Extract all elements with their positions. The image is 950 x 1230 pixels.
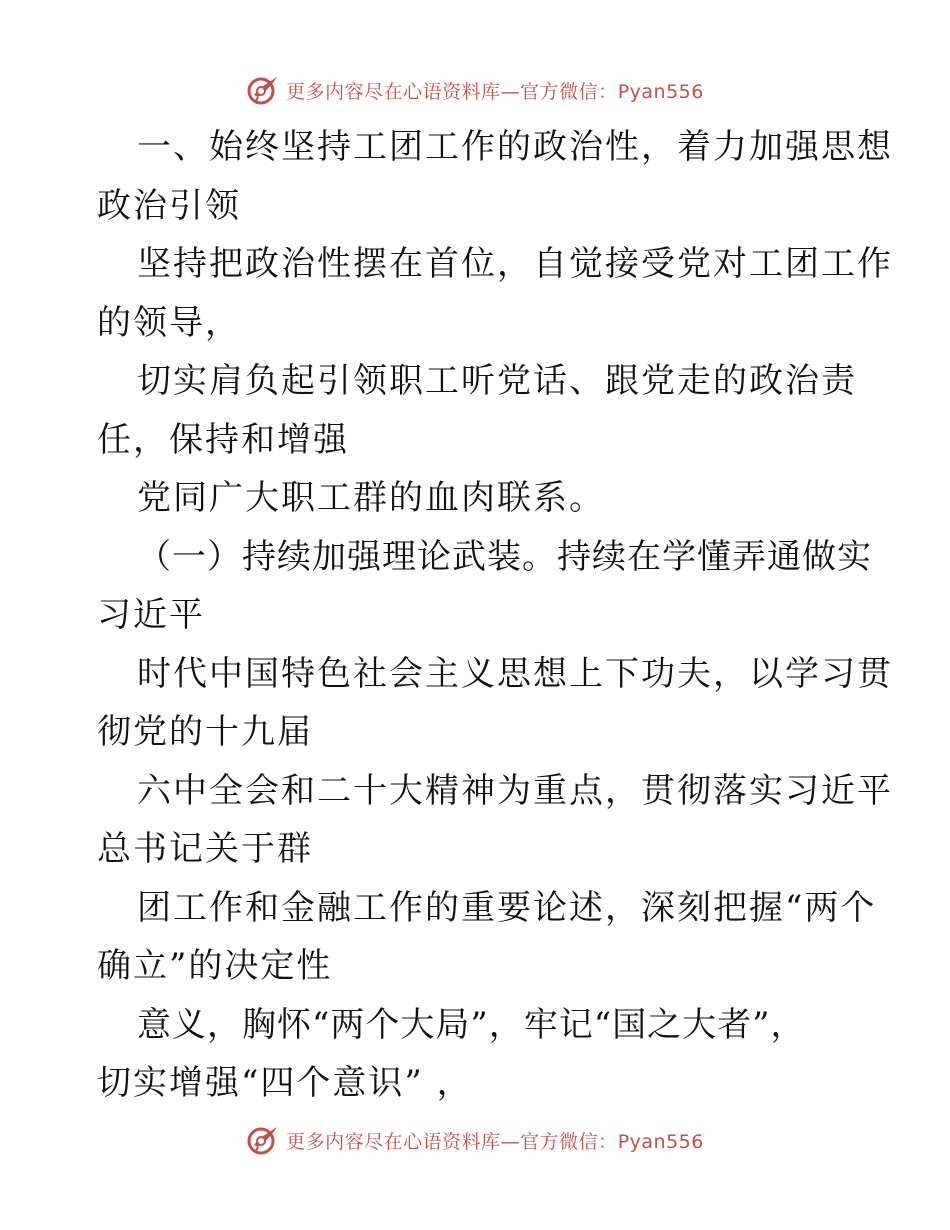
contact-label: 官方微信： — [520, 80, 618, 103]
paragraph-line: 坚持把政治性摆在首位，自觉接受党对工团工作 — [137, 244, 893, 284]
paragraph-line: 六中全会和二十大精神为重点，贯彻落实习近平 — [137, 770, 893, 811]
quill-swirl-icon — [246, 1123, 280, 1157]
banner-text — [286, 77, 704, 104]
contact-id: Pyan556 — [617, 80, 704, 103]
paragraph-line: 任，保持和增强 — [97, 419, 349, 460]
contact-id: Pyan556 — [617, 1130, 704, 1153]
paragraph-line: 切实增强“四个意识” ， — [97, 1063, 473, 1103]
footer-watermark-banner — [0, 1120, 950, 1160]
banner-text — [286, 1127, 704, 1154]
paragraph-line: 习近平 — [97, 595, 205, 635]
contact-label: 官方微信： — [520, 1130, 618, 1153]
paragraph-line: 时代中国特色社会主义思想上下功夫，以学习贯 — [137, 653, 893, 694]
quill-swirl-icon — [246, 73, 280, 107]
banner-separator: — — [500, 80, 521, 103]
paragraph-line: 政治引领 — [97, 185, 241, 226]
brand-text: 更多内容尽在心语资料库 — [286, 1130, 501, 1153]
paragraph-line: 切实肩负起引领职工听党话、跟党走的政治责 — [137, 361, 857, 401]
paragraph-line: 意义，胸怀“两个大局”，牢记“国之大者”， — [137, 1004, 806, 1045]
paragraph-line: 党同广大职工群的血肉联系。 — [137, 478, 605, 518]
header-watermark-banner — [0, 70, 950, 110]
paragraph-line: 的领导， — [97, 302, 241, 343]
paragraph-line: 一、始终坚持工团工作的政治性，着力加强思想 — [137, 127, 893, 167]
paragraph-line: 确立”的决定性 — [97, 946, 333, 986]
brand-text: 更多内容尽在心语资料库 — [286, 80, 501, 103]
paragraph-line: （一）持续加强理论武装。持续在学懂弄通做实 — [137, 536, 872, 577]
paragraph-line: 彻党的十九届 — [97, 712, 313, 752]
banner-separator: — — [500, 1130, 521, 1153]
document-body — [97, 118, 893, 1113]
paragraph-line: 总书记关于群 — [97, 829, 313, 869]
paragraph-line: 团工作和金融工作的重要论述，深刻把握“两个 — [137, 887, 877, 928]
